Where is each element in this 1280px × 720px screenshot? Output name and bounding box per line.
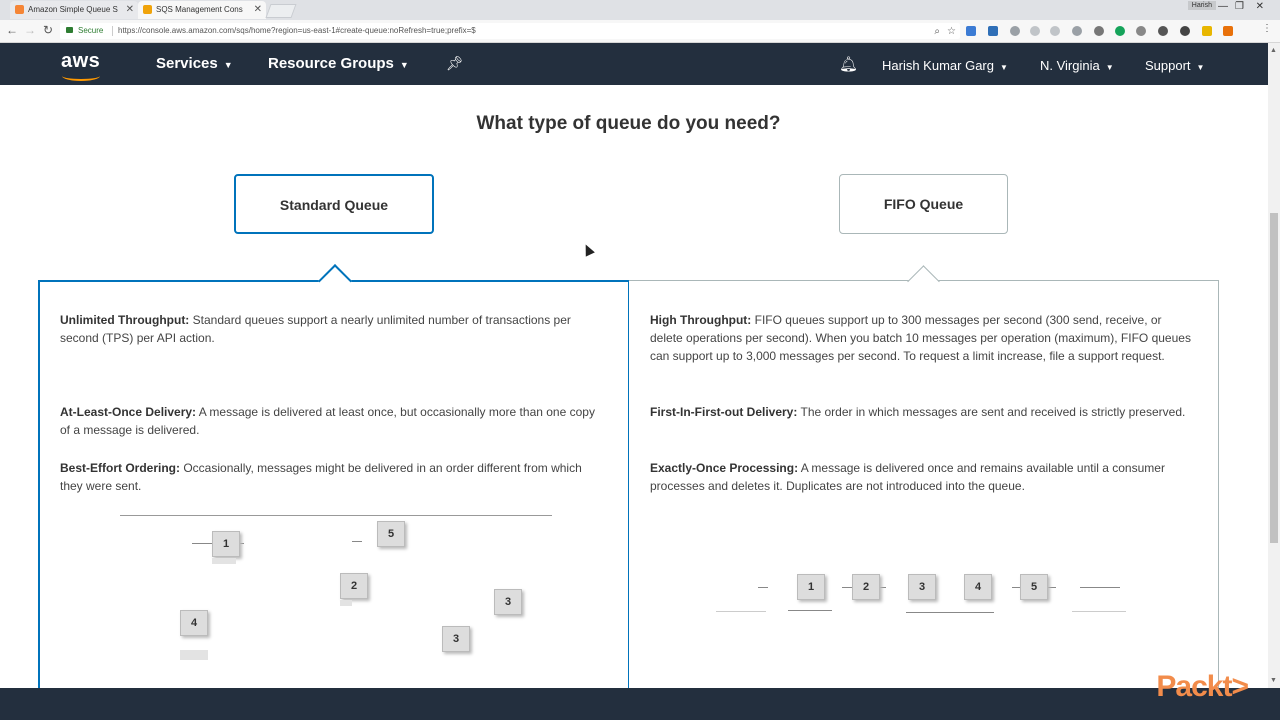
browser-tab-bar — [0, 0, 1280, 20]
message-box: 3 — [908, 574, 936, 600]
message-box: 1 — [212, 531, 240, 557]
scroll-up-icon[interactable]: ▲ — [1270, 47, 1277, 54]
extension-icon[interactable] — [1072, 26, 1082, 36]
forward-icon[interactable]: → — [24, 23, 36, 37]
services-label: Services — [156, 55, 218, 72]
close-icon[interactable]: ✕ — [125, 4, 134, 15]
diagram-line — [758, 587, 768, 588]
feature-at-least-once — [60, 403, 605, 439]
services-menu[interactable] — [156, 55, 233, 72]
feature-text: FIFO queues support up to 300 messages per second (300 send, receive, or delete operations per second). When you batch 10 messages per operation (maximum), FIFO queues can support up to 3,000 messages per second. To request a limit increase, file a support request. — [650, 313, 1191, 363]
extension-icon[interactable] — [1202, 26, 1212, 36]
chevron-down-icon: ▼ — [1196, 63, 1205, 72]
tab-title: Amazon Simple Queue S — [28, 5, 118, 14]
message-box: 1 — [797, 574, 825, 600]
feature-fifo-delivery — [650, 403, 1195, 421]
message-box: 5 — [377, 521, 405, 547]
bell-icon[interactable]: 🔔︎ — [839, 56, 859, 73]
diagram-line — [352, 541, 362, 542]
zoom-icon[interactable]: ⌕ — [934, 26, 940, 37]
support-label: Support — [1145, 58, 1191, 73]
diagram-shadow — [212, 558, 236, 564]
feature-title: Exactly-Once Processing: — [650, 461, 799, 475]
menu-icon[interactable]: ⋮ — [1262, 23, 1272, 34]
feature-title: At-Least-Once Delivery: — [60, 405, 197, 419]
diagram-line — [906, 612, 994, 613]
restore-icon[interactable]: ❐ — [1235, 1, 1244, 12]
packt-watermark: Packt> — [1156, 670, 1248, 703]
diagram-shadow — [340, 600, 352, 606]
feature-title: High Throughput: — [650, 313, 752, 327]
aws-footer — [0, 688, 1280, 720]
user-menu[interactable] — [882, 58, 1008, 73]
feature-unlimited-throughput — [60, 311, 605, 347]
resource-groups-menu[interactable] — [268, 55, 409, 72]
extension-icon[interactable] — [1030, 26, 1040, 36]
aws-top-nav — [0, 43, 1268, 85]
sqs-favicon-icon — [15, 5, 24, 14]
new-tab-button[interactable] — [265, 4, 296, 18]
message-box: 4 — [180, 610, 208, 636]
lock-icon — [66, 27, 73, 33]
secure-label: Secure — [78, 26, 104, 35]
standard-queue-button[interactable]: Standard Queue — [234, 174, 434, 234]
message-box: 5 — [1020, 574, 1048, 600]
browser-tab-active[interactable] — [138, 1, 266, 19]
aws-smile-logo — [62, 71, 100, 81]
pin-icon[interactable]: 📌︎ — [446, 55, 464, 71]
address-bar-row — [0, 20, 1280, 43]
extension-icon[interactable] — [1094, 26, 1104, 36]
feature-text: A message is delivered once and remains available until a consumer processes and deletes it. Duplicates are not introduced into the queue. — [650, 461, 1165, 493]
url-field[interactable] — [60, 23, 960, 39]
extension-icon[interactable] — [1010, 26, 1020, 36]
close-window-icon[interactable]: ✕ — [1255, 1, 1264, 12]
camera-icon[interactable] — [1136, 26, 1146, 36]
aws-favicon-icon — [143, 5, 152, 14]
message-box: 3 — [494, 589, 522, 615]
feature-text: The order in which messages are sent and received is strictly preserved. — [800, 405, 1186, 419]
extension-icon[interactable] — [1050, 26, 1060, 36]
chevron-down-icon: ▼ — [399, 60, 409, 70]
feature-title: Best-Effort Ordering: — [60, 461, 180, 475]
feature-high-throughput — [650, 311, 1195, 365]
diagram-line — [1080, 587, 1120, 588]
message-box: 3 — [442, 626, 470, 652]
extension-icon[interactable] — [966, 26, 976, 36]
message-box: 2 — [340, 573, 368, 599]
extension-icon[interactable] — [1223, 26, 1233, 36]
reload-icon[interactable]: ↻ — [43, 23, 54, 37]
feature-best-effort-ordering — [60, 459, 605, 495]
aws-logo[interactable]: aws — [61, 50, 101, 72]
fifo-queue-button[interactable]: FIFO Queue — [839, 174, 1008, 234]
extension-icon[interactable] — [988, 26, 998, 36]
scrollbar-thumb[interactable] — [1270, 213, 1278, 543]
back-icon[interactable]: ← — [6, 23, 18, 37]
user-name: Harish Kumar Garg — [882, 58, 994, 73]
feature-title: Unlimited Throughput: — [60, 313, 190, 327]
extension-icon[interactable] — [1158, 26, 1168, 36]
chevron-down-icon: ▼ — [223, 60, 233, 70]
feature-text: A message is delivered at least once, but occasionally more than one copy of a message is delivered. — [60, 405, 595, 437]
region-name: N. Virginia — [1040, 58, 1100, 73]
diagram-line — [716, 611, 766, 612]
region-menu[interactable] — [1040, 58, 1114, 73]
message-box: 4 — [964, 574, 992, 600]
message-box: 2 — [852, 574, 880, 600]
profile-badge[interactable]: Harish — [1188, 1, 1216, 10]
chevron-down-icon: ▼ — [1105, 63, 1114, 72]
feature-text: Standard queues support a nearly unlimited number of transactions per second (TPS) per API action. — [60, 313, 571, 345]
feature-text: Occasionally, messages might be delivered in an order different from which they were sent. — [60, 461, 582, 493]
resource-groups-label: Resource Groups — [268, 55, 394, 72]
url-text: https://console.aws.amazon.com/sqs/home?region=us-east-1#create-queue:noRefresh=true;prefix=$ — [118, 26, 476, 35]
diagram-shadow — [180, 650, 208, 660]
mouse-cursor-icon — [581, 242, 595, 256]
scroll-down-icon[interactable]: ▼ — [1270, 677, 1277, 684]
diagram-line — [788, 610, 832, 611]
diagram-line — [1072, 611, 1126, 612]
diagram-line — [120, 515, 552, 516]
feature-title: First-In-First-out Delivery: — [650, 405, 798, 419]
tab-title: SQS Management Cons — [156, 5, 243, 14]
close-icon[interactable]: ✕ — [253, 4, 262, 15]
chevron-down-icon: ▼ — [999, 63, 1008, 72]
bookmark-star-icon[interactable]: ☆ — [947, 26, 956, 37]
divider — [112, 26, 113, 36]
pocket-icon[interactable] — [1180, 26, 1190, 36]
page-title: What type of queue do you need? — [476, 113, 781, 134]
minimize-icon[interactable]: — — [1218, 1, 1228, 12]
support-menu[interactable] — [1145, 58, 1204, 73]
browser-tab[interactable] — [10, 1, 138, 19]
feature-exactly-once — [650, 459, 1195, 495]
grammarly-icon[interactable] — [1115, 26, 1125, 36]
page-scrollbar[interactable] — [1268, 43, 1280, 688]
